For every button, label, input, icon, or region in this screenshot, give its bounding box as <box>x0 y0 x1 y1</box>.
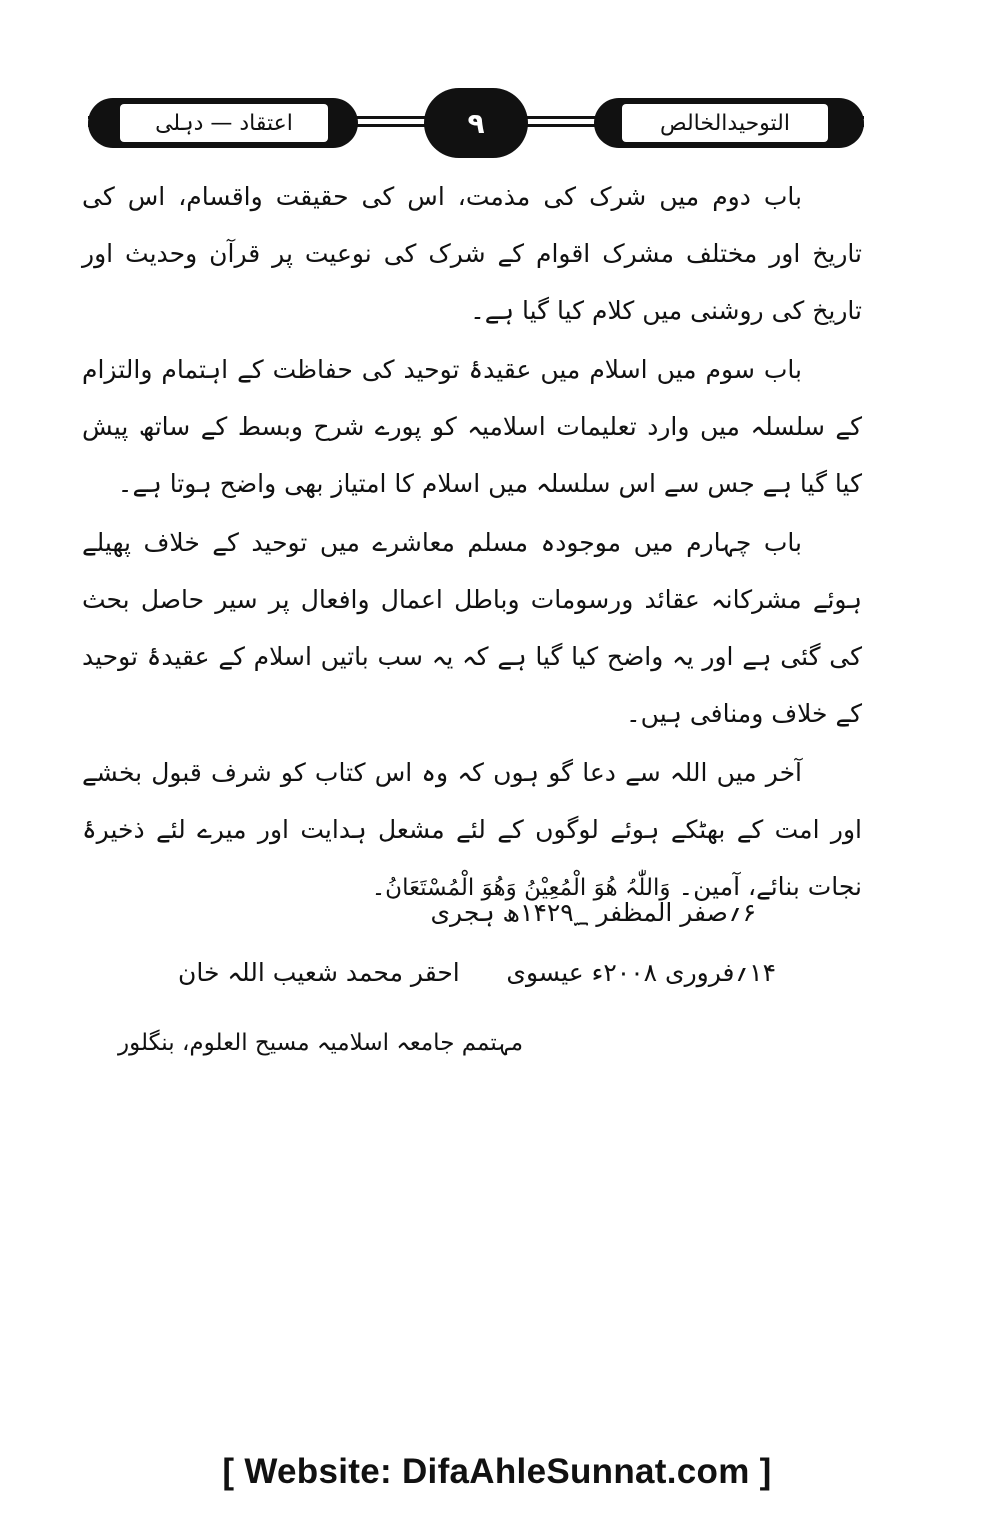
page-number: ۹ <box>424 88 528 158</box>
header-section-cap <box>88 98 358 148</box>
header-title-cap <box>594 98 864 148</box>
paragraph-chapter-three: باب سوم میں اسلام میں عقیدۂ توحید کی حفاظت کے اہتمام والتزام کے سلسلہ میں وارد تعلیمات اسلامیہ کو پورے شرح وبسط کے ساتھ پیش کیا گیا ہے جس سے اس سلسلہ میں اسلام کا امتیاز بھی واضح ہوتا ہے۔ <box>82 355 862 498</box>
closing-prayer: آخر میں اللہ سے دعا گو ہوں کہ وہ اس کتاب کو شرف قبول بخشے اور امت کے بھٹکے ہوئے لوگوں کے لئے مشعل ہدایت اور میرے لئے ذخیرۂ نجات بنائے، آمین۔ <box>82 758 862 901</box>
book-title: التوحیدالخالص <box>622 104 828 142</box>
section-title: اعتقاد — دہلی <box>120 104 328 142</box>
author-title: مہتمم جامعہ اسلامیہ مسیح العلوم، بنگلور <box>118 1030 524 1056</box>
body-text <box>82 168 862 919</box>
date-hijri: ۶؍صفر المظفر ۱۴۲۹؁ھ ہجری <box>430 898 756 927</box>
website-footer: [ Website: DifaAhleSunnat.com ] <box>222 1452 772 1491</box>
page-header <box>88 88 864 158</box>
author-signature: احقر محمد شعیب اللہ خان <box>178 958 460 987</box>
arabic-invocation: وَاللّٰہُ ھُوَ الْمُعِیْنُ وَھُوَ الْمُسْتَعَانُ۔ <box>371 875 671 901</box>
paragraph-chapter-two: باب دوم میں شرک کی مذمت، اس کی حقیقت واقسام، اس کی تاریخ اور مختلف مشرک اقوام کے شرک کی نوعیت پر قرآن وحدیث اور تاریخ کی روشنی میں کلام کیا گیا ہے۔ <box>82 182 862 325</box>
date-gregorian: ۱۴؍فروری ۲۰۰۸ء عیسوی <box>506 958 776 987</box>
paragraph-closing <box>82 744 862 917</box>
paragraph-chapter-four: باب چہارم میں موجودہ مسلم معاشرے میں توحید کے خلاف پھیلے ہوئے مشرکانہ عقائد ورسومات وباطل اعمال وافعال پر سیر حاصل بحث کی گئی ہے اور یہ واضح کیا گیا ہے کہ یہ سب باتیں اسلام کے عقیدۂ توحید کے خلاف ومنافی ہیں۔ <box>82 528 862 728</box>
